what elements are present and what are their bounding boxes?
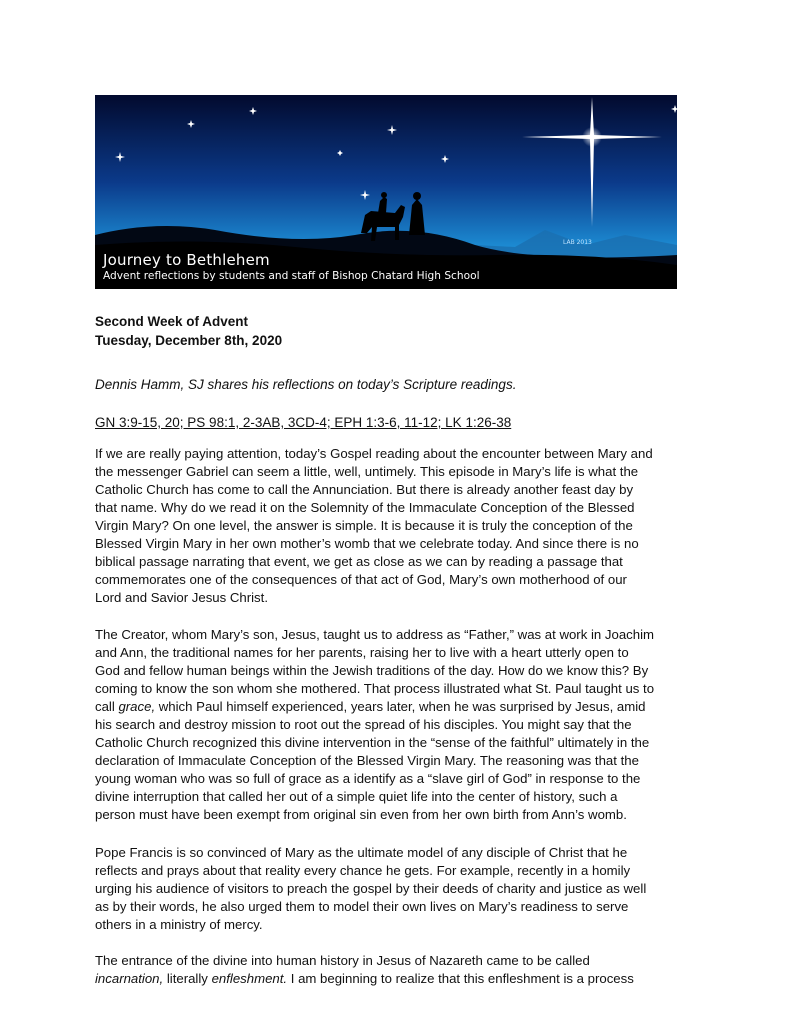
paragraph-line: declaration of Immaculate Conception of the Blessed Virgin Mary. The reasoning was that the bbox=[95, 753, 639, 768]
journey-banner bbox=[95, 95, 677, 289]
emphasis-incarnation: incarnation, bbox=[95, 971, 164, 986]
week-heading: Second Week of Advent bbox=[95, 314, 249, 329]
paragraph-line: person must have been exempt from original sin even from her own birth from Ann’s womb. bbox=[95, 807, 627, 822]
paragraph-line: the messenger Gabriel can seem a little, well, untimely. This episode in Mary’s life is what the bbox=[95, 464, 639, 479]
paragraph-line: commemorates one of the consequences of that act of God, Mary’s own motherhood of our bbox=[95, 572, 627, 587]
paragraph-line: The entrance of the divine into human history in Jesus of Nazareth came to be called bbox=[95, 953, 590, 968]
paragraph-line: young woman who was so full of grace as a identify as a “slave girl of God” in response to the bbox=[95, 771, 641, 786]
paragraph-line: Blessed Virgin Mary in her own mother’s womb that we celebrate today. And since there is no bbox=[95, 536, 639, 551]
paragraph-line: urging his audience of visitors to preach the gospel by their deeds of charity and justice as well bbox=[95, 881, 647, 896]
emphasis-grace: grace, bbox=[118, 699, 156, 714]
text-run: literally bbox=[163, 971, 212, 986]
text-run: which Paul himself experienced, years later, when he was surprised by Jesus, amid bbox=[155, 699, 646, 714]
paragraph-1 bbox=[95, 445, 710, 607]
scripture-readings: GN 3:9-15, 20; PS 98:1, 2-3AB, 3CD-4; EPH 1:3-6, 11-12; LK 1:26-38 bbox=[95, 415, 512, 430]
date-heading: Tuesday, December 8th, 2020 bbox=[95, 333, 283, 348]
text-run: call bbox=[95, 699, 119, 714]
paragraph-3 bbox=[95, 844, 710, 934]
text-run: I am beginning to realize that this enfleshment is a process bbox=[287, 971, 634, 986]
paragraph-line: Catholic Church has come to call the Annunciation. But there is already another feast day by bbox=[95, 482, 634, 497]
paragraph-line: Virgin Mary? On one level, the answer is simple. It is because it is truly the conception of the bbox=[95, 518, 633, 533]
paragraph-line bbox=[95, 970, 710, 988]
banner-subtitle: Advent reflections by students and staff of Bishop Chatard High School bbox=[103, 270, 480, 282]
paragraph-line: Pope Francis is so convinced of Mary as the ultimate model of any disciple of Christ that he bbox=[95, 845, 628, 860]
paragraph-2 bbox=[95, 626, 710, 824]
paragraph-line: and Ann, the traditional names for her parents, raising her to live with a heart utterly open to bbox=[95, 645, 629, 660]
paragraph-4 bbox=[95, 952, 710, 988]
artist-signature: LAB 2013 bbox=[563, 239, 592, 246]
paragraph-line: others in a ministry of mercy. bbox=[95, 917, 263, 932]
paragraph-line: The Creator, whom Mary’s son, Jesus, taught us to address as “Father,” was at work in Joachim bbox=[95, 627, 654, 642]
paragraph-line: as by their words, he also urged them to model their own lives on Mary’s readiness to serve bbox=[95, 899, 629, 914]
paragraph-line: reflects and prays about that reality every chance he gets. For example, recently in a homily bbox=[95, 863, 631, 878]
banner-title: Journey to Bethlehem bbox=[103, 251, 270, 269]
author-intro: Dennis Hamm, SJ shares his reflections on today’s Scripture readings. bbox=[95, 377, 517, 392]
paragraph-line: that name. Why do we read it on the Solemnity of the Immaculate Conception of the Blessed bbox=[95, 500, 635, 515]
paragraph-line: his search and destroy mission to root out the spread of his disciples. You might say that the bbox=[95, 717, 632, 732]
paragraph-line: divine interruption that called her out of a simple quiet life into the center of history, such a bbox=[95, 789, 618, 804]
paragraph-line: If we are really paying attention, today’s Gospel reading about the encounter between Mary and bbox=[95, 446, 653, 461]
paragraph-line: Catholic Church recognized this divine intervention in the “sense of the faithful” ultimately in the bbox=[95, 735, 650, 750]
paragraph-line: God and fellow human beings within the Jewish traditions of the day. How do we know this? By bbox=[95, 663, 649, 678]
paragraph-line bbox=[95, 698, 710, 716]
paragraph-line: Lord and Savior Jesus Christ. bbox=[95, 590, 268, 605]
paragraph-line: biblical passage narrating that event, we get as close as we can by reading a passage that bbox=[95, 554, 623, 569]
emphasis-enfleshment: enfleshment. bbox=[211, 971, 288, 986]
paragraph-line: coming to know the son whom she mothered. That process illustrated what St. Paul taught us to bbox=[95, 681, 655, 696]
